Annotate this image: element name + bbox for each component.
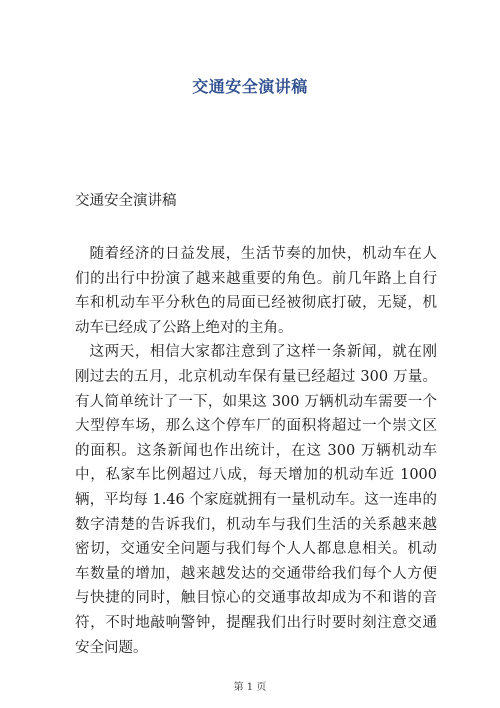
page-number: 第 1 页 <box>233 682 267 693</box>
document-body <box>75 242 437 660</box>
paragraph: 这两天，相信大家都注意到了这样一条新闻，就在刚刚过去的五月，北京机动车保有量已经超过 300 万量。有人简单统计了一下，如果这 300 万辆机动车需要一个大型停车场，那么这个停车厂的面积将超过一个崇文区的面积。这条新闻也作出统计，在这 300 万辆机动车中，私家车比例超过八成，每天增加的机动车近 1000 辆，平均每 1.46 个家庭就拥有一量机动车。这一连串的数字清楚的告诉我们，机动车与我们生活的关系越来越密切，交通安全问题与我们每个人人都息息相关。机动车数量的增加，越来越发达的交通带给我们每个人方便与快捷的同时，触目惊心的交通事故却成为不和谐的音符，不时地敲响警钟，提醒我们出行时要时刻注意交通安全问题。 <box>75 344 437 656</box>
document-heading: 交通安全演讲稿 <box>75 193 177 209</box>
paragraph: 随着经济的日益发展，生活节奏的加快，机动车在人们的出行中扮演了越来越重要的角色。前几年路上自行车和机动车平分秋色的局面已经被彻底打破，无疑，机动车已经成了公路上绝对的主角。 <box>75 246 437 336</box>
page-title: 交通安全演讲稿 <box>192 77 308 96</box>
